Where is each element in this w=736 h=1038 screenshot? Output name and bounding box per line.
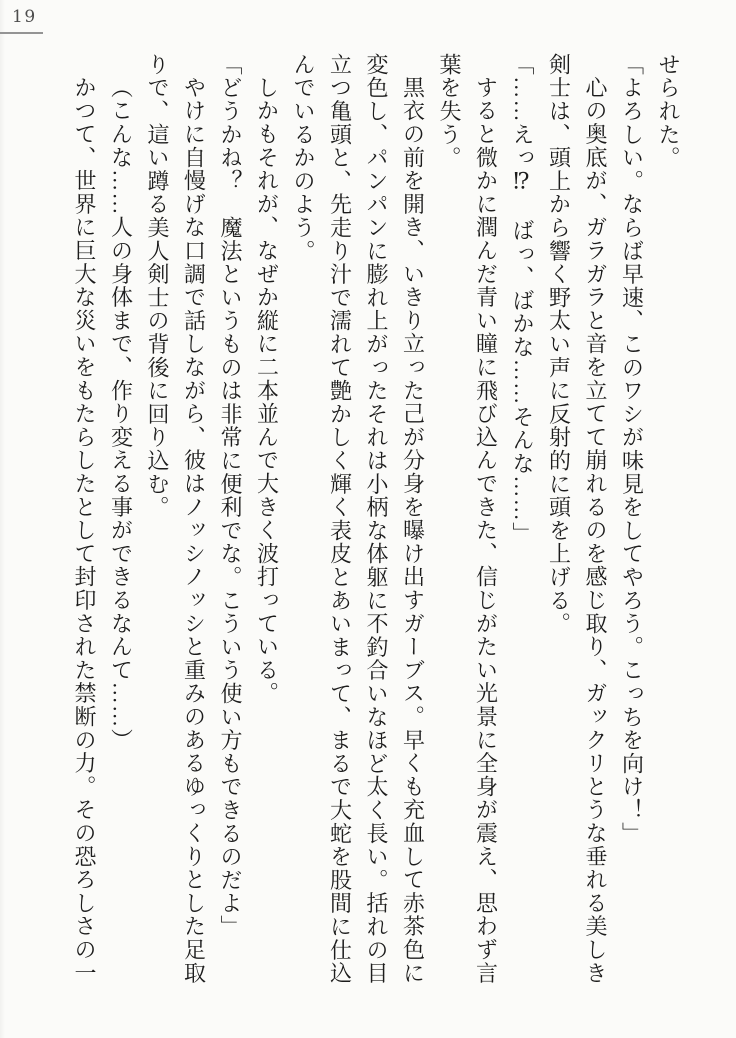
paragraph: やけに自慢げな口調で話しながら、彼はノッシノッシと重みのあるゆっくりとした足取りで、這い蹲る美人剣士の背後に回り込む。 <box>145 53 207 985</box>
paragraph: （こんな……人の身体まで、作り変える事ができるなんて……） <box>108 76 134 752</box>
paragraph: 黒衣の前を開き、いきり立った己が分身を曝け出すガーブス。早くも充血して赤茶色に変色し、パンパンに膨れ上がったそれは小柄な体躯に不釣合いなほど太く長い。括れの目立つ亀頭と、先走り汁で濡れて艶かしく輝く表皮とあいまって、まるで大蛇を股間に仕込んでいるかのよう。 <box>291 53 426 985</box>
paragraph: しかもそれが、なぜか縦に二本並んで大きく波打っている。 <box>254 76 280 706</box>
paragraph: 「よろしい。ならば早速、このワシが味見をしてやろう。こっちを向け！」 <box>619 53 645 846</box>
paragraph: かつて、世界に巨大な災いをもたらしたとして封印された禁断の力。その恐ろしさの一 <box>72 76 97 985</box>
paragraph: 「どうかね？ 魔法というものは非常に便利でな。こういう使い方もできるのだよ」 <box>218 53 243 939</box>
paragraph: すると微かに潤んだ青い瞳に飛び込んできた、信じがたい光景に全身が震え、思わず言葉を失う。 <box>437 53 499 985</box>
paragraph: 「……えっ⁉ ばっ、ばかな……そんな……」 <box>510 53 535 546</box>
vertical-text-block <box>64 53 686 993</box>
page-number-underline <box>0 32 43 34</box>
page-number: 19 <box>12 7 37 27</box>
paragraph: 心の奥底が、ガラガラと音を立てて崩れるのを感じ取り、ガックリとうな垂れる美しき剣士は、頭上から響く野太い声に反射的に頭を上げる。 <box>546 53 608 985</box>
paragraph: せられた。 <box>656 53 681 170</box>
